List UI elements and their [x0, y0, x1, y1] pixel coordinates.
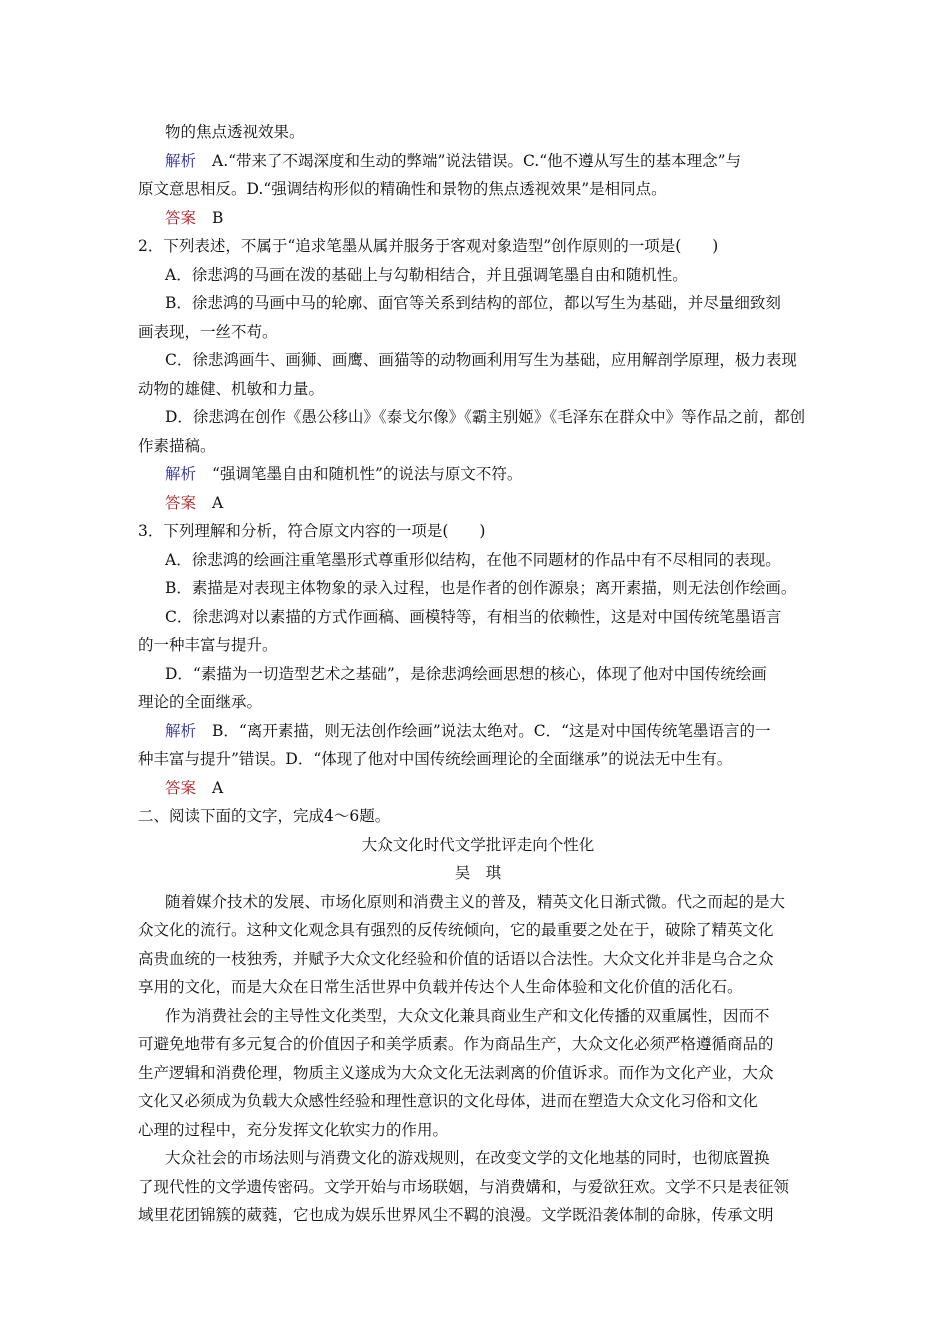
paragraph-line: 享用的文化，而是大众在日常生活世界中负载并传达个人生命体验和文化价值的活化石。: [138, 978, 743, 996]
q1-analysis: [138, 147, 818, 176]
paragraph-line: 生产逻辑和消费伦理，物质主义遂成为大众文化无法剥离的价值诉求。而作为文化产业，大众: [138, 1063, 774, 1082]
q2-option-d-cont: [138, 432, 818, 461]
option-text: A．徐悲鸿的马画在泼的基础上与勾勒相结合，并且强调笔墨自由和随机性。: [165, 265, 688, 284]
q1-analysis-cont: [138, 175, 818, 204]
article-title: 大众文化时代文学批评走向个性化: [361, 835, 595, 854]
answer-value: B: [212, 208, 224, 227]
paragraph-line: 心理的过程中，充分发挥文化软实力的作用。: [138, 1120, 449, 1139]
paragraph-line: 作为消费社会的主导性文化类型，大众文化兼具商业生产和文化传播的双重属性，因而不: [165, 1006, 770, 1025]
q2-stem: [138, 232, 818, 261]
paragraph-line: 了现代性的文学遗传密码。文学开始与市场联姻，与消费媾和，与爱欲狂欢。文学不只是表征领: [138, 1177, 790, 1196]
paragraph-line: 文化又必须成为负载大众感性经验和理性意识的文化母体，进而在塑造大众文化习俗和文化: [138, 1092, 759, 1110]
option-text: D．徐悲鸿在创作《愚公移山》《泰戈尔像》《霸主别姬》《毛泽东在群众中》等作品之前，都创: [165, 408, 806, 426]
q3-option-d-cont: [138, 688, 818, 717]
option-text: 动物的雄健、机敏和力量。: [138, 379, 325, 398]
q3-answer: [138, 774, 818, 803]
q2-option-a: [138, 261, 818, 290]
option-text: 理论的全面继承。: [138, 693, 263, 711]
paragraph-line: 大众社会的市场法则与消费文化的游戏规则，在改变文学的文化地基的同时，也彻底置换: [165, 1149, 770, 1167]
option-text: 画表现，一丝不苟。: [138, 322, 278, 341]
analysis-text: “强调笔墨自由和随机性”的说法与原文不符。: [212, 465, 523, 483]
q2-option-c: [138, 346, 818, 375]
q2-option-b: [138, 289, 818, 318]
q3-option-d: [138, 660, 818, 689]
answer-label: 答案: [165, 493, 197, 512]
answer-value: A: [212, 778, 224, 797]
option-text: 的一种丰富与提升。: [138, 636, 278, 654]
option-text: 作素描稿。: [138, 436, 216, 455]
paragraph-line: 域里花团锦簇的葳蕤，它也成为娱乐世界风尘不羁的浪漫。文学既沿袭体制的命脉，传承文明: [138, 1206, 774, 1224]
answer-value: A: [212, 493, 224, 512]
option-text: C．徐悲鸿画牛、画狮、画鹰、画猫等的动物画利用写生为基础，应用解剖学原理，极力表现: [165, 351, 797, 369]
q2-option-c-cont: [138, 375, 818, 404]
analysis-text: 种丰富与提升”错误。D．“体现了他对中国传统绘画理论的全面继承”的说法无中生有。: [138, 750, 733, 768]
q3-analysis: [138, 717, 818, 746]
document-page: [138, 118, 818, 1230]
option-text: A．徐悲鸿的绘画注重笔墨形式尊重形似结构，在他不同题材的作品中有不尽相同的表现。: [165, 550, 781, 569]
q3-option-b: [138, 574, 818, 603]
option-text: D．“素描为一切造型艺术之基础”，是徐悲鸿绘画思想的核心，体现了他对中国传统绘画: [165, 664, 767, 683]
question-stem: 2．下列表述，不属于“追求笔墨从属并服务于客观对象造型”创作原则的一项是( ): [138, 237, 719, 255]
analysis-label: 解析: [165, 465, 197, 483]
paragraph-line: 高贵血统的一枝独秀，并赋予大众文化经验和价值的话语以合法性。大众文化并非是乌合之众: [138, 949, 774, 968]
q3-option-c-cont: [138, 631, 818, 660]
option-text: C．徐悲鸿对以素描的方式作画稿、画模特等，有相当的依赖性，这是对中国传统笔墨语言: [165, 607, 782, 626]
q2-answer: [138, 489, 818, 518]
analysis-text: A.“带来了不竭深度和生动的弊端”说法错误。C.“他不遵从写生的基本理念”与: [212, 151, 742, 170]
q2-option-d: [138, 403, 818, 432]
analysis-label: 解析: [165, 151, 197, 170]
q3-stem: [138, 517, 818, 546]
analysis-text: 原文意思相反。D.“强调结构形似的精确性和景物的焦点透视效果”是相同点。: [138, 180, 667, 198]
q3-option-a: [138, 546, 818, 575]
answer-label: 答案: [165, 778, 197, 797]
q1-tail-text: 物的焦点透视效果。: [165, 123, 305, 141]
section-heading: [138, 802, 818, 831]
q1-answer: [138, 204, 818, 233]
article-author: 吴 琪: [454, 864, 502, 882]
q1-option-continuation: [138, 118, 818, 147]
paragraph-line: 可避免地带有多元复合的价值因子和美学质素。作为商品生产，大众文化必须严格遵循商品的: [138, 1035, 774, 1053]
option-text: B．徐悲鸿的马画中马的轮廓、面官等关系到结构的部位，都以写生为基础，并尽量细致刻: [165, 294, 781, 312]
answer-label: 答案: [165, 208, 197, 227]
paragraph-line: 随着媒介技术的发展、市场化原则和消费主义的普及，精英文化日渐式微。代之而起的是大: [165, 892, 786, 911]
q2-option-b-cont: [138, 318, 818, 347]
analysis-text: B．“离开素描，则无法创作绘画”说法太绝对。C．“这是对中国传统笔墨语言的一: [212, 721, 771, 740]
paragraph-line: 众文化的流行。这种文化观念具有强烈的反传统倾向，它的最重要之处在于，破除了精英文化: [138, 921, 774, 939]
section-heading-text: 二、阅读下面的文字，完成4～6题。: [138, 807, 391, 825]
q2-analysis: [138, 460, 818, 489]
q3-option-c: [138, 603, 818, 632]
question-stem: 3．下列理解和分析，符合原文内容的一项是( ): [138, 522, 486, 540]
option-text: B．素描是对表现主体物象的录入过程，也是作者的创作源泉；离开素描，则无法创作绘画。: [165, 579, 797, 597]
q3-analysis-cont: [138, 745, 818, 774]
analysis-label: 解析: [165, 721, 197, 740]
